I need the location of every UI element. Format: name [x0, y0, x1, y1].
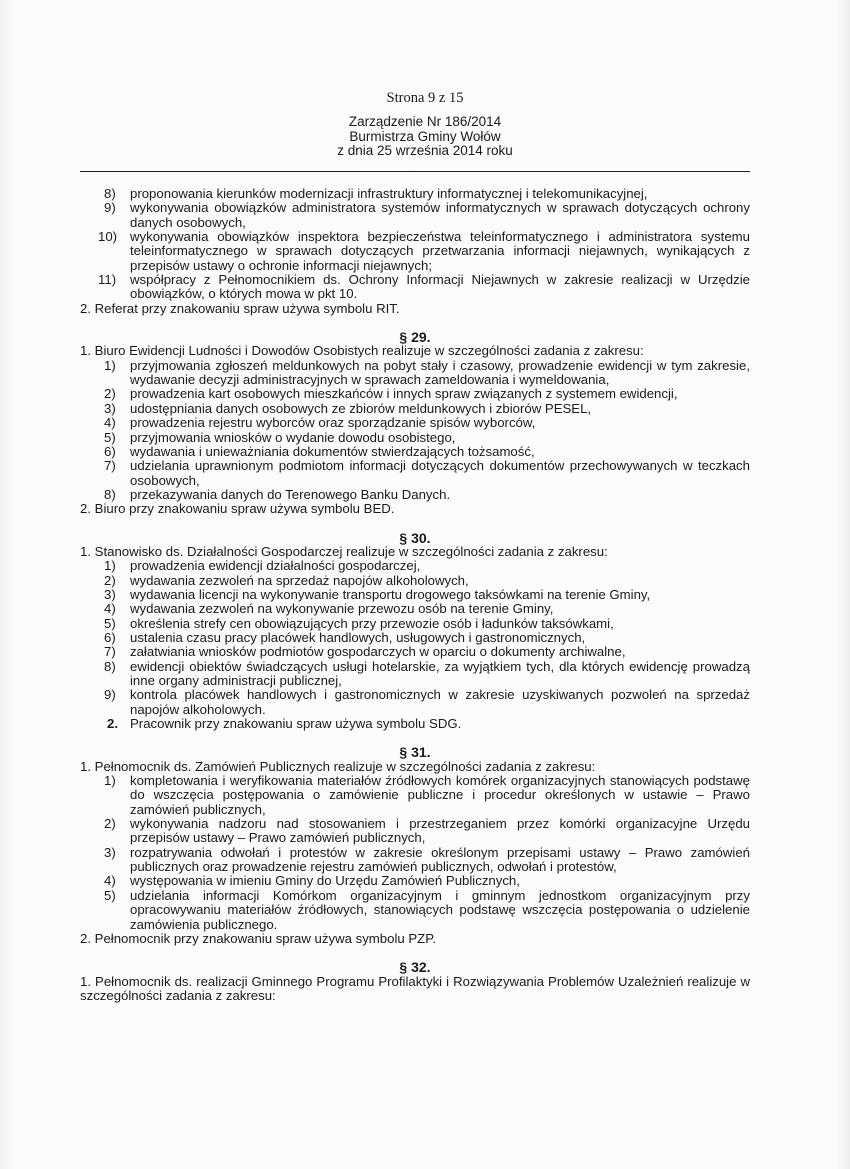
list-item: [80, 602, 750, 616]
item-text: załatwiania wniosków podmiotów gospodarczych w oparciu o dokumenty archiwalne,: [130, 644, 626, 660]
list-item: [80, 774, 750, 817]
list-item: [80, 431, 750, 445]
list-item: [80, 273, 750, 302]
list-item: [80, 889, 750, 932]
list-item: [80, 416, 750, 430]
section-closing: 2. Referat przy znakowaniu spraw używa symbolu RIT.: [80, 300, 400, 316]
item-number: 8): [104, 486, 116, 502]
document-date: z dnia 25 września 2014 roku: [337, 143, 513, 158]
list-item: [80, 187, 750, 201]
item-text: przekazywania danych do Terenowego Banku Danych.: [130, 486, 451, 502]
item-number: 8): [104, 186, 116, 201]
list-item: [80, 387, 750, 401]
item-number: 3): [104, 400, 116, 416]
item-text: kompletowania i weryfikowania materiałów źródłowych komórek organizacyjnych stanowiących podstawę do wszczęcia postępowania o zamówienie publiczne i procedur określonych w ustawie – Prawo zamówień publicznych,: [130, 773, 750, 817]
item-number: 4): [104, 601, 116, 617]
section-heading: § 32.: [399, 959, 431, 976]
item-text: współpracy z Pełnomocnikiem ds. Ochrony Informacji Niejawnych w zakresie realizacji w Urzędzie obowiązków, o których mowa w pkt 10.: [130, 272, 750, 302]
list-item: [80, 359, 750, 388]
item-number: 10): [98, 229, 118, 245]
document-issuer: Burmistrza Gminy Wołów: [349, 128, 501, 144]
item-number: 6): [104, 629, 116, 645]
list-item: [80, 201, 750, 230]
item-text: określenia strefy cen obowiązujących przy przewozie osób i ładunków taksówkami,: [130, 615, 614, 631]
item-number: 1): [104, 558, 116, 574]
list-item: [80, 459, 750, 488]
section-closing: 2. Biuro przy znakowaniu spraw używa symbolu BED.: [80, 501, 395, 517]
item-text: prowadzenia rejestru wyborców oraz sporządzanie spisów wyborców,: [130, 415, 536, 431]
item-text: wydawania i unieważniania dokumentów stwierdzających tożsamość,: [130, 443, 535, 459]
item-number: 3): [104, 844, 116, 860]
list-item: [80, 588, 750, 602]
item-text: rozpatrywania odwołań i protestów w zakresie określonym przepisami ustawy – Prawo zamówień publicznych oraz prowadzenie rejestru zamówień publicznych, odwołań i protestów,: [130, 844, 750, 875]
list-item: [80, 617, 750, 631]
item-number: 2.: [107, 716, 118, 732]
item-text: kontrola placówek handlowych i gastronomicznych w zakresie uzyskiwanych pozwoleń na sprzedaż napojów alkoholowych.: [130, 687, 750, 717]
list-item: [80, 574, 750, 588]
item-text: występowania w imieniu Gminy do Urzędu Zamówień Publicznych,: [130, 873, 520, 889]
section-intro: 1. Pełnomocnik ds. Zamówień Publicznych realizuje w szczególności zadania z zakresu:: [80, 758, 596, 774]
page-number: Strona 9 z 15: [386, 90, 464, 106]
section-heading: § 30.: [399, 529, 431, 546]
item-text: wykonywania nadzoru nad stosowaniem i przestrzeganiem przez komórki organizacyjne Urzędu przepisów ustawy – Prawo zamówień publicznych,: [130, 816, 750, 846]
item-number: 5): [104, 429, 116, 445]
item-text: udzielania informacji Komórkom organizacyjnym i gminnym jednostkom organizacyjnym przy opracowywaniu materiałów źródłowych, stanowiących podstawę wszczęcia postępowania o udzielenie zamówienia publicznego.: [130, 887, 750, 932]
list-item: [80, 817, 750, 846]
item-text: udzielania uprawnionym podmiotom informacji dotyczących dokumentów przechowywanych w teczkach osobowych,: [130, 458, 750, 488]
item-number: 1): [104, 773, 116, 789]
item-text: wydawania zezwoleń na sprzedaż napojów alkoholowych,: [130, 572, 469, 588]
item-number: 4): [104, 873, 116, 889]
section-closing: 2. Pełnomocnik przy znakowaniu spraw używa symbolu PZP.: [80, 930, 436, 946]
section-intro: 1. Pełnomocnik ds. realizacji Gminnego Programu Profilaktyki i Rozwiązywania Problemów Uzależnień realizuje w szczególności zadania z zakresu:: [80, 973, 750, 1003]
item-number: 2): [104, 386, 116, 402]
document-title: Zarządzenie Nr 186/2014: [348, 114, 502, 129]
header-divider: [80, 171, 750, 172]
item-number: 7): [104, 644, 116, 660]
item-text: prowadzenia ewidencji działalności gospodarczej,: [130, 558, 421, 574]
closing-text: Pracownik przy znakowaniu spraw używa symbolu SDG.: [130, 716, 462, 732]
list-item: [80, 402, 750, 416]
document-body: [80, 187, 750, 1003]
item-text: wykonywania obowiązków administratora systemów informatycznych w sprawach dotyczących ochrony danych osobowych,: [130, 200, 750, 230]
item-number: 2): [104, 572, 116, 588]
list-item: [80, 230, 750, 273]
item-text: proponowania kierunków modernizacji infrastruktury informatycznej i telekomunikacyjnej,: [130, 186, 648, 201]
item-text: wydawania licencji na wykonywanie transportu drogowego taksówkami na terenie Gminy,: [130, 586, 651, 602]
item-number: 6): [104, 443, 116, 459]
section-closing: [80, 717, 750, 731]
item-number: 7): [104, 458, 116, 474]
item-number: 5): [104, 615, 116, 631]
section-intro: 1. Biuro Ewidencji Ludności i Dowodów Osobistych realizuje w szczególności zadania z zakresu:: [80, 343, 644, 359]
section-intro: 1. Stanowisko ds. Działalności Gospodarczej realizuje w szczególności zadania z zakresu:: [80, 543, 608, 559]
document-header: [0, 90, 850, 159]
item-text: przyjmowania wniosków o wydanie dowodu osobistego,: [130, 429, 456, 445]
list-item: [80, 846, 750, 875]
list-item: [80, 445, 750, 459]
item-text: wykonywania obowiązków inspektora bezpieczeństwa teleinformatycznego i administratora systemu teleinformatycznego w sprawach dotyczących przetwarzania informacji niejawnych, wynikających z przepisów ustawy o ochronie informacji niejawnych;: [130, 229, 750, 273]
list-item: [80, 688, 750, 717]
item-text: ustalenia czasu pracy placówek handlowych, usługowych i gastronomicznych,: [130, 629, 586, 645]
item-number: 2): [104, 816, 116, 832]
item-number: 5): [104, 887, 116, 903]
item-number: 11): [98, 272, 117, 288]
item-number: 8): [104, 658, 116, 674]
section-heading: § 29.: [399, 329, 431, 346]
item-text: ewidencji obiektów świadczących usługi hotelarskie, za wyjątkiem tych, dla których ewidencję prowadzą inne organy administracji publicznej,: [130, 658, 750, 688]
item-number: 3): [104, 586, 116, 602]
list-item: [80, 559, 750, 573]
item-text: wydawania zezwoleń na wykonywanie przewozu osób na terenie Gminy,: [130, 601, 554, 617]
item-number: 1): [104, 357, 116, 373]
item-text: udostępniania danych osobowych ze zbiorów meldunkowych i zbiorów PESEL,: [130, 400, 592, 416]
section-heading: § 31.: [399, 744, 431, 761]
list-item: [80, 660, 750, 689]
list-item: [80, 874, 750, 888]
item-text: przyjmowania zgłoszeń meldunkowych na pobyt stały i czasowy, prowadzenie ewidencji w tym zakresie, wydawanie decyzji administracyjnych w sprawach zameldowania i wymeldowania,: [130, 357, 750, 388]
list-item: [80, 488, 750, 502]
item-number: 9): [104, 687, 116, 703]
item-number: 9): [104, 200, 116, 216]
item-number: 4): [104, 415, 116, 431]
item-text: prowadzenia kart osobowych mieszkańców i innych spraw związanych z systemem ewidencji,: [130, 386, 678, 402]
list-item: [80, 631, 750, 645]
list-item: [80, 645, 750, 659]
